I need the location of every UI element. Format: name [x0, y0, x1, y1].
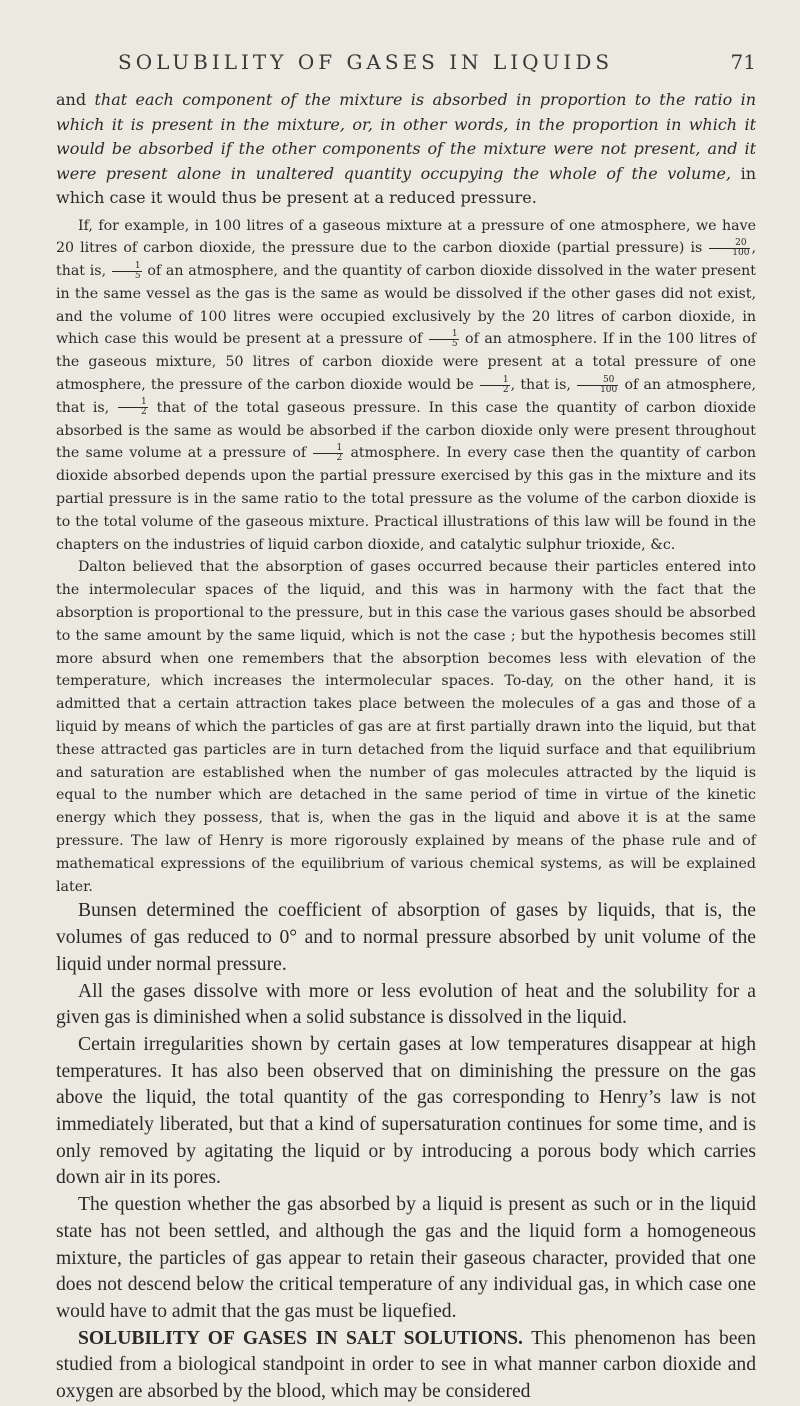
example-text: of an atmosphere, and the quantity of carbon dioxide dissolved in the water present in the same vessel as the gas is the same as would be dissolved if the other gases did not exist, and the volume of 100 litres were occupied exclusively by the 20 litres of carbon dioxide, in which case this would be present at a pressure of — [56, 263, 756, 348]
page-number: 71 — [730, 50, 756, 74]
salt-solutions-paragraph — [56, 1326, 756, 1406]
example-text: that of the total gaseous pressure. In this case the quantity of carbon dioxide absorbed is the same as would be absorbed if the carbon dioxide only were present throughout the same volume at a pressure of — [56, 399, 756, 462]
example-text: If, for example, in 100 litres of a gaseous mixture at a pressure of one atmosphere, we have 20 litres of carbon dioxide, the pressure due to the carbon dioxide (partial pressure) is — [56, 217, 756, 257]
example-text: atmosphere. In every case then the quantity of carbon dioxide absorbed depends upon the partial pressure exercised by this gas in the mixture and its partial pressure is in the same ratio to the total pressure as the volume of the carbon dioxide is to the total volume of the gaseous mixture. Practical illustrations of this law will be found in the chapters on the industries of liquid carbon dioxide, and catalytic sulphur trioxide, &c. — [56, 445, 756, 553]
running-title: SOLUBILITY OF GASES IN LIQUIDS — [118, 50, 614, 74]
irregularities-paragraph: Certain irregularities shown by certain gases at low temperatures disappear at high temperatures. It has also been observed that on diminishing the pressure on the gas above the liquid, the total quantity of the gas corresponding to Henry’s law is not immediately liberated, but that a kind of supersaturation continues for some time, and is only removed by agitating the liquid or by introducing a porous body which carries down air in its pores. — [56, 1033, 756, 1189]
fraction-20-100: $\frac{20}{100}$ — [709, 239, 750, 258]
example-text: of an atmosphere, that is, — [56, 377, 756, 416]
lead-text-end: in which case it would thus be present at a reduced pressure. — [56, 163, 756, 207]
heat-evolution-paragraph: All the gases dissolve with more or less evolution of heat and the solubility for a given gas is diminished when a solid substance is dissolved in the liquid. — [56, 980, 756, 1029]
bunsen-paragraph: Bunsen determined the coefficient of absorption of gases by liquids, that is, the volumes of gas reduced to 0° and to normal pressure absorbed by unit volume of the liquid under normal pressure. — [56, 900, 756, 975]
fraction-1-2: $\frac{1}{2}$ — [480, 376, 510, 395]
dalton-paragraph: Dalton believed that the absorption of gases occurred because their particles entered into the intermolecular spaces of the liquid, and this was in harmony with the fact that the absorption is proportional to the pressure, but in this case the various gases should be absorbed to the same amount by the same liquid, which is not the case ; but the hypothesis becomes still more absurd when one remembers that the absorption becomes less with elevation of the temperature, which increases the intermolecular spaces. To-day, on the other hand, it is admitted that a certain attraction takes place between the molecules of a gas and those of a liquid by means of which the particles of gas are at first partially drawn into the liquid, but that these attracted gas particles are in turn detached from the liquid surface and that equilibrium and saturation are established when the number of gas molecules attracted by the liquid is equal to the number which are detached in the same period of time in virtue of the kinetic energy which they possess, that is, when the gas in the liquid and above it is at the same pressure. The law of Henry is more rigorously explained by means of the phase rule and of mathematical expressions of the equilibrium of various chemical systems, as will be explained later. — [56, 559, 756, 895]
example-text: , that is, — [56, 240, 756, 280]
fraction-1-2: $\frac{1}{2}$ — [118, 398, 148, 417]
running-head — [118, 50, 756, 80]
lead-text-start: and — [56, 90, 95, 109]
lead-italic-statement: that each component of the mixture is absorbed in proportion to the ratio in which it is present in the mixture, or, in other words, in the proportion in which it would be absorbed if the other components of the mixture were not present, and it were present alone in unaltered quantity occupying the whole of the volume, — [56, 90, 756, 183]
fraction-50-100: $\frac{50}{100}$ — [577, 376, 618, 395]
page-body — [56, 88, 756, 1406]
salt-solutions-text: This phenomenon has been studied from a biological standpoint in order to see in what manner carbon dioxide and oxygen are absorbed by the blood, which may be considered — [56, 1327, 756, 1403]
section-heading: SOLUBILITY OF GASES IN SALT SOLUTIONS. — [78, 1327, 523, 1349]
lead-paragraph — [56, 88, 756, 211]
fraction-1-2: $\frac{1}{2}$ — [313, 444, 343, 463]
fraction-1-5: $\frac{1}{5}$ — [429, 330, 459, 349]
example-text: , that is, — [510, 377, 577, 394]
example-paragraph — [56, 215, 756, 557]
example-text: of an atmosphere. If in the 100 litres of the gaseous mixture, 50 litres of carbon dioxide were present at a total pressure of one atmosphere, the pressure of the carbon dioxide would be — [56, 331, 757, 394]
fraction-1-5: $\frac{1}{5}$ — [112, 262, 142, 281]
gas-state-paragraph: The question whether the gas absorbed by a liquid is present as such or in the liquid state has not been settled, and although the gas and the liquid form a homogeneous mixture, the particles of gas appear to retain their gaseous character, provided that one does not descend below the critical temperature of any individual gas, in which case one would have to admit that the gas must be liquefied. — [56, 1194, 756, 1322]
